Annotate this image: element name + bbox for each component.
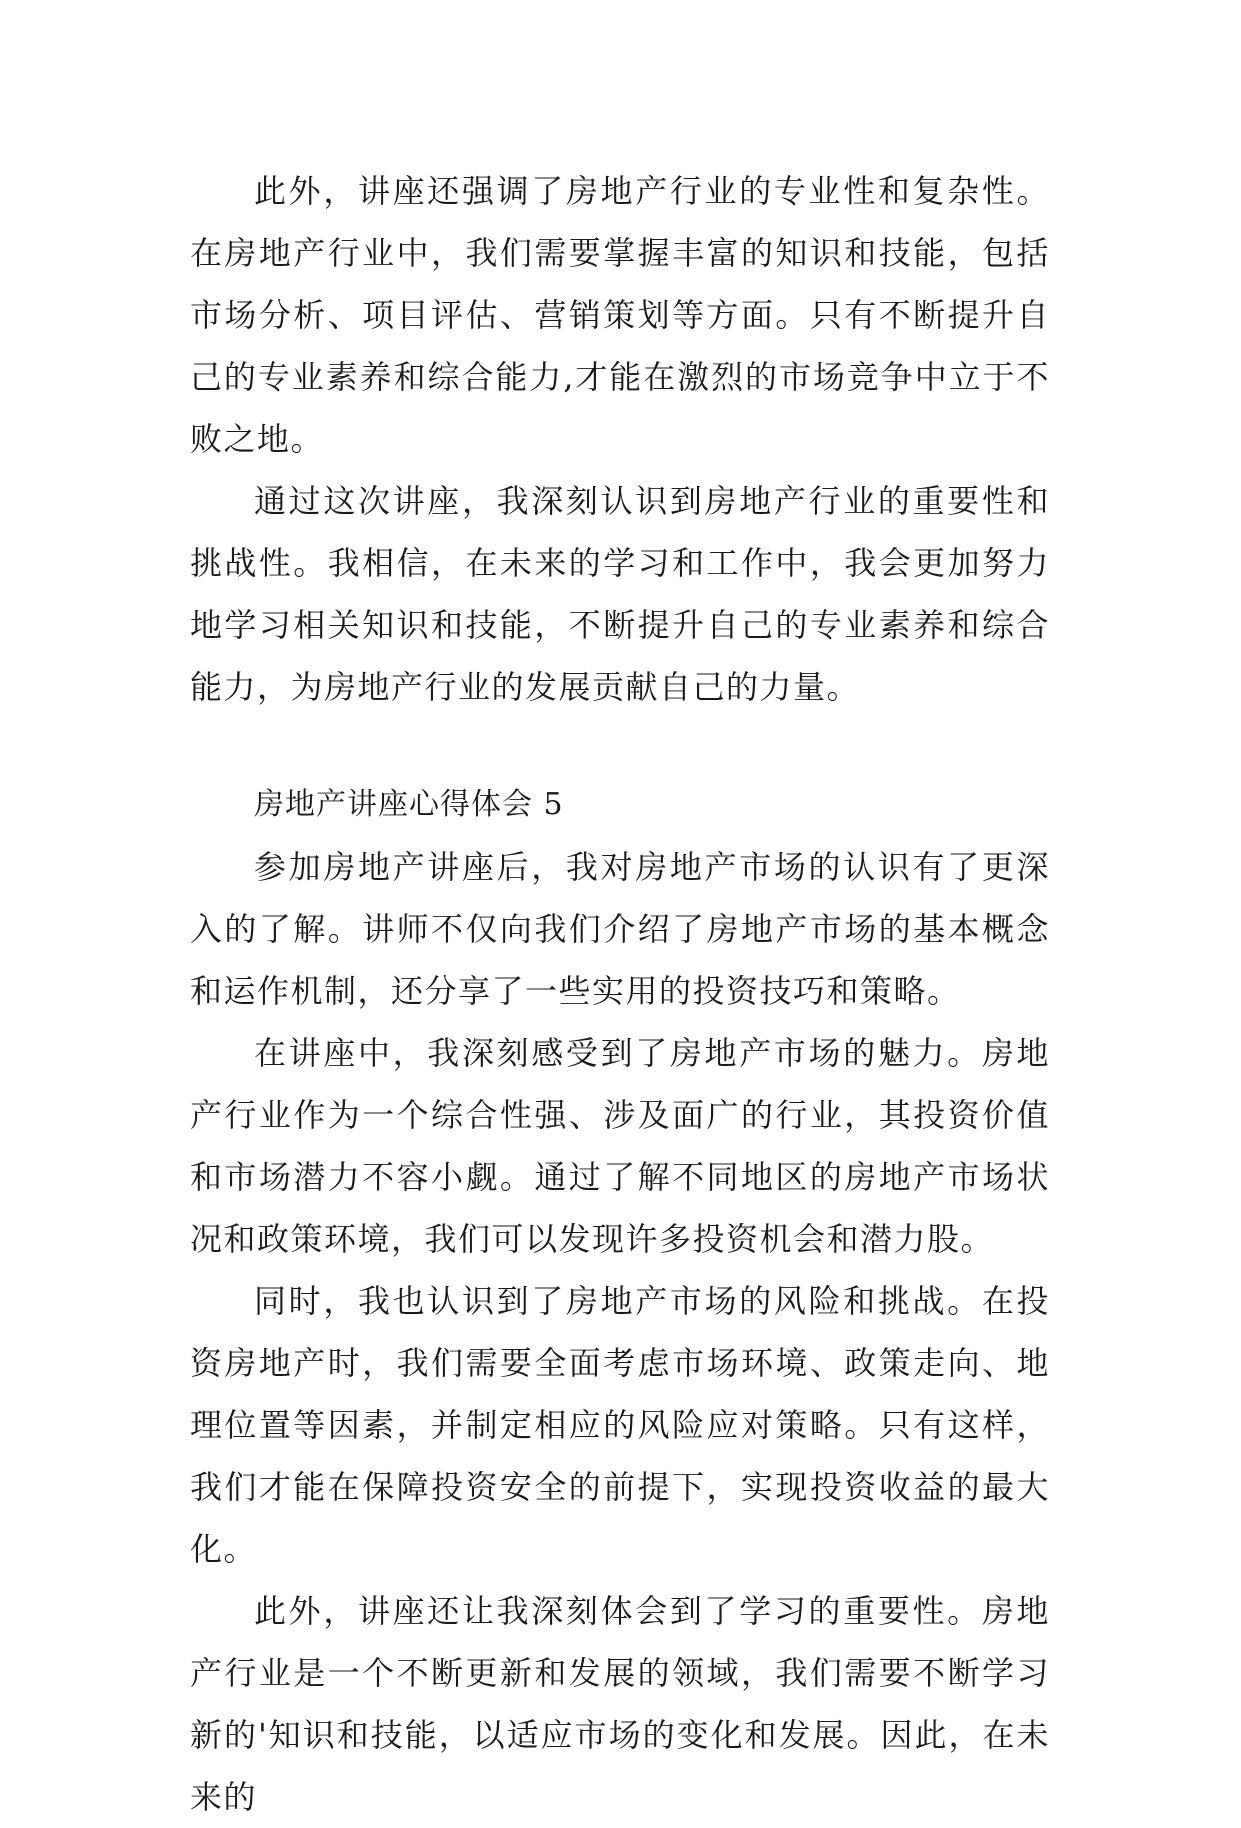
- section-title: 房地产讲座心得体会 5: [254, 787, 564, 822]
- paragraph-section-4: 此外，讲座还让我深刻体会到了学习的重要性。房地产行业是一个不断更新和发展的领域，我们需要不断学习新的'知识和技能，以适应市场的变化和发展。因此，在未来的: [190, 1592, 1050, 1816]
- paragraph-section-1: 参加房地产讲座后，我对房地产市场的认识有了更深入的了解。讲师不仅向我们介绍了房地产市场的基本概念和运作机制，还分享了一些实用的投资技巧和策略。: [190, 848, 1050, 1010]
- paragraph-intro-2: 通过这次讲座，我深刻认识到房地产行业的重要性和挑战性。我相信，在未来的学习和工作中，我会更加努力地学习相关知识和技能，不断提升自己的专业素养和综合能力，为房地产行业的发展贡献自己的力量。: [190, 482, 1050, 706]
- section-spacer: [190, 718, 1050, 774]
- document-body: [190, 160, 1050, 1828]
- paragraph-section-2: 在讲座中，我深刻感受到了房地产市场的魅力。房地产行业作为一个综合性强、涉及面广的行业，其投资价值和市场潜力不容小觑。通过了解不同地区的房地产市场状况和政策环境，我们可以发现许多投资机会和潜力股。: [190, 1034, 1050, 1258]
- paragraph-intro-1: 此外，讲座还强调了房地产行业的专业性和复杂性。在房地产行业中，我们需要掌握丰富的知识和技能，包括市场分析、项目评估、营销策划等方面。只有不断提升自己的专业素养和综合能力,才能在激烈的市场竞争中立于不败之地。: [190, 172, 1050, 458]
- paragraph-section-3: 同时，我也认识到了房地产市场的风险和挑战。在投资房地产时，我们需要全面考虑市场环境、政策走向、地理位置等因素，并制定相应的风险应对策略。只有这样，我们才能在保障投资安全的前提下，实现投资收益的最大化。: [190, 1282, 1050, 1568]
